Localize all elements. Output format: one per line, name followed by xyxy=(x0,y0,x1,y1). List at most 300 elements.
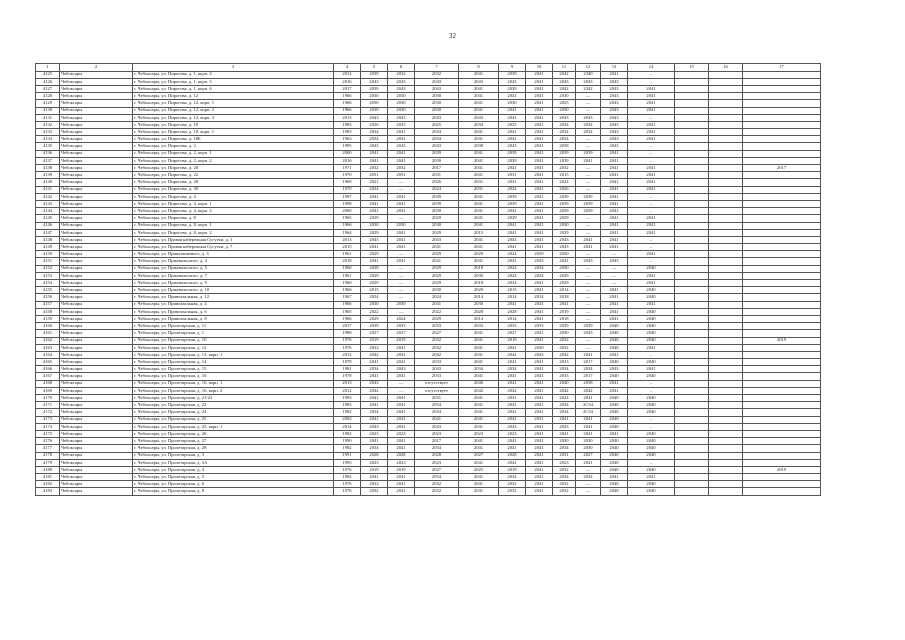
value-cell xyxy=(675,85,709,92)
value-cell xyxy=(675,402,709,409)
value-cell: 2040 xyxy=(628,488,675,495)
value-cell: 1982 xyxy=(334,430,361,437)
value-cell xyxy=(743,323,821,330)
value-cell: 2041 xyxy=(526,229,553,236)
value-cell: — xyxy=(576,272,601,279)
value-cell xyxy=(709,380,743,387)
value-cell: 2041 xyxy=(601,208,628,215)
value-cell: 2024 xyxy=(499,272,526,279)
value-cell: 2041 xyxy=(526,136,553,143)
value-cell: 2019 xyxy=(743,337,821,344)
value-cell: отсутствует xyxy=(415,380,459,387)
row-number-cell: 4164 xyxy=(36,351,60,358)
row-number-cell: 4178 xyxy=(36,452,60,459)
table-row xyxy=(36,100,821,107)
value-cell: 2039 xyxy=(361,71,388,78)
value-cell: 2043 xyxy=(459,114,499,121)
value-cell: — xyxy=(576,136,601,143)
value-cell: 2016 xyxy=(334,157,361,164)
value-cell xyxy=(743,315,821,322)
value-cell: 2041 xyxy=(526,193,553,200)
value-cell: 2041 xyxy=(459,459,499,466)
value-cell xyxy=(709,193,743,200)
value-cell xyxy=(675,265,709,272)
value-cell: 2017 xyxy=(415,438,459,445)
value-cell: 2041 xyxy=(459,344,499,351)
value-cell: 2032 xyxy=(361,488,388,495)
value-cell: 1965 xyxy=(334,308,361,315)
value-cell: 2039 xyxy=(415,150,459,157)
settlement-cell: Чебоксары xyxy=(60,337,133,344)
value-cell: 2024 xyxy=(388,315,415,322)
value-cell: 2024 xyxy=(499,186,526,193)
value-cell: 2041 xyxy=(526,121,553,128)
table-row xyxy=(36,143,821,150)
settlement-cell: Чебоксары xyxy=(60,93,133,100)
value-cell xyxy=(709,93,743,100)
value-cell xyxy=(743,251,821,258)
value-cell: – xyxy=(628,193,675,200)
address-cell: г. Чебоксары, ул. Пирогова, д. 18 xyxy=(133,121,334,128)
value-cell: 2041 xyxy=(526,380,553,387)
value-cell: 2000 xyxy=(334,208,361,215)
value-cell: – xyxy=(628,416,675,423)
value-cell: 2032 xyxy=(553,344,576,351)
value-cell: 2041 xyxy=(553,301,576,308)
table-row xyxy=(36,481,821,488)
value-cell: 2018 xyxy=(334,258,361,265)
value-cell: 1991 xyxy=(334,452,361,459)
value-cell: — xyxy=(388,387,415,394)
value-cell: 2033 xyxy=(499,323,526,330)
value-cell: 2041 xyxy=(459,71,499,78)
address-cell: г. Чебоксары, ул. Пролетарская, д. 10 xyxy=(133,337,334,344)
value-cell: 2040 xyxy=(601,452,628,459)
settlement-cell: Чебоксары xyxy=(60,165,133,172)
value-cell xyxy=(743,236,821,243)
value-cell: 2041 xyxy=(601,294,628,301)
value-cell: 2041 xyxy=(388,351,415,358)
value-cell: 2041 xyxy=(459,409,499,416)
address-cell: г. Чебоксары, ул. Пролетарская, д. 11 xyxy=(133,323,334,330)
value-cell: отсутствует xyxy=(415,387,459,394)
value-cell xyxy=(743,359,821,366)
value-cell: 2041 xyxy=(628,100,675,107)
value-cell xyxy=(743,452,821,459)
value-cell xyxy=(709,466,743,473)
value-cell: 2034 xyxy=(361,366,388,373)
settlement-cell: Чебоксары xyxy=(60,179,133,186)
value-cell: 2024 xyxy=(526,272,553,279)
value-cell: 2018 xyxy=(459,265,499,272)
value-cell: 2041 xyxy=(361,157,388,164)
settlement-cell: Чебоксары xyxy=(60,280,133,287)
value-cell: 1960 xyxy=(334,265,361,272)
value-cell: 1978 xyxy=(334,373,361,380)
value-cell: 2034 xyxy=(576,474,601,481)
value-cell: 2040 xyxy=(628,445,675,452)
value-cell xyxy=(675,438,709,445)
value-cell: 2019 xyxy=(361,466,388,473)
value-cell: 2019 xyxy=(388,466,415,473)
value-cell: 2041 xyxy=(388,129,415,136)
value-cell: 2041 xyxy=(388,402,415,409)
value-cell: 2041 xyxy=(459,445,499,452)
value-cell xyxy=(675,129,709,136)
value-cell: 2041 xyxy=(361,416,388,423)
value-cell xyxy=(743,395,821,402)
value-cell: 2029 xyxy=(361,315,388,322)
value-cell xyxy=(709,351,743,358)
value-cell: 2028 xyxy=(499,452,526,459)
row-number-cell: 4183 xyxy=(36,488,60,495)
value-cell: 2040 xyxy=(601,359,628,366)
table-row xyxy=(36,373,821,380)
value-cell: 2041 xyxy=(628,344,675,351)
value-cell: 2027 xyxy=(388,330,415,337)
value-cell: 2042 xyxy=(553,351,576,358)
table-row xyxy=(36,114,821,121)
settlement-cell: Чебоксары xyxy=(60,114,133,121)
value-cell xyxy=(709,114,743,121)
settlement-cell: Чебоксары xyxy=(60,344,133,351)
value-cell: 2041 xyxy=(526,452,553,459)
value-cell xyxy=(675,114,709,121)
row-number-cell: 4173 xyxy=(36,416,60,423)
value-cell: 2030 xyxy=(361,100,388,107)
value-cell: 2023 xyxy=(388,459,415,466)
value-cell: 2043 xyxy=(361,78,388,85)
value-cell xyxy=(709,430,743,437)
value-cell xyxy=(675,315,709,322)
value-cell: 2041 xyxy=(628,107,675,114)
table-row xyxy=(36,466,821,473)
value-cell: 2015 xyxy=(499,287,526,294)
settlement-cell: Чебоксары xyxy=(60,366,133,373)
value-cell: 2043 xyxy=(601,129,628,136)
value-cell: 2033 xyxy=(415,359,459,366)
value-cell xyxy=(675,157,709,164)
value-cell: 2041 xyxy=(499,229,526,236)
value-cell: 2018 xyxy=(553,294,576,301)
value-cell: 2029 xyxy=(361,272,388,279)
value-cell: 2041 xyxy=(601,150,628,157)
address-cell: г. Чебоксары, ул. Пирогова, д. 2 xyxy=(133,143,334,150)
column-number-cell: 10 xyxy=(526,64,553,72)
value-cell: 2032 xyxy=(361,481,388,488)
settlement-cell: Чебоксары xyxy=(60,452,133,459)
value-cell: 2029 xyxy=(415,265,459,272)
value-cell: 2041 xyxy=(601,430,628,437)
address-cell: г. Чебоксары, ул. Пирогова, д. 22 xyxy=(133,172,334,179)
value-cell: 2040 xyxy=(628,359,675,366)
column-number-cell: 1 xyxy=(36,64,60,72)
value-cell: 2029 xyxy=(415,251,459,258)
address-cell: г. Чебоксары, ул. Привокзальная, д. 12 xyxy=(133,294,334,301)
value-cell: 2041 xyxy=(459,85,499,92)
value-cell: 2041 xyxy=(459,438,499,445)
value-cell xyxy=(743,287,821,294)
value-cell: 2039 xyxy=(576,200,601,207)
address-cell: г. Чебоксары, ул. Пролетарская, д. 22 xyxy=(133,402,334,409)
value-cell: 1970 xyxy=(334,172,361,179)
value-cell: 2029 xyxy=(415,229,459,236)
value-cell xyxy=(743,172,821,179)
value-cell xyxy=(675,387,709,394)
address-cell: г. Чебоксары, ул. Пролетарская, д. 15 xyxy=(133,366,334,373)
value-cell: 2030 xyxy=(553,107,576,114)
value-cell: – xyxy=(628,150,675,157)
value-cell: 2034 xyxy=(576,121,601,128)
settlement-cell: Чебоксары xyxy=(60,107,133,114)
value-cell: 2041 xyxy=(526,280,553,287)
value-cell: 2043 xyxy=(601,85,628,92)
value-cell: 2041 xyxy=(499,165,526,172)
value-cell: 2030 xyxy=(361,301,388,308)
column-number-cell: 15 xyxy=(675,64,709,72)
value-cell xyxy=(743,474,821,481)
value-cell: 2032 xyxy=(415,344,459,351)
value-cell: 2043 xyxy=(388,143,415,150)
table-row xyxy=(36,387,821,394)
value-cell xyxy=(709,287,743,294)
row-number-cell: 4169 xyxy=(36,387,60,394)
value-cell: 2043 xyxy=(601,121,628,128)
value-cell: 2032 xyxy=(553,337,576,344)
row-number-cell: 4167 xyxy=(36,373,60,380)
value-cell: 2012 xyxy=(334,387,361,394)
value-cell: 2033 xyxy=(553,373,576,380)
value-cell: 2019 xyxy=(553,308,576,315)
value-cell: – xyxy=(628,143,675,150)
value-cell: 2016 xyxy=(334,78,361,85)
value-cell xyxy=(743,280,821,287)
value-cell xyxy=(675,466,709,473)
value-cell xyxy=(675,172,709,179)
value-cell: 2012 xyxy=(334,71,361,78)
settlement-cell: Чебоксары xyxy=(60,423,133,430)
value-cell xyxy=(743,272,821,279)
value-cell: — xyxy=(576,337,601,344)
value-cell: 2039 xyxy=(553,150,576,157)
value-cell: 2040 xyxy=(628,315,675,322)
value-cell: 2041 xyxy=(459,395,499,402)
value-cell: 2043 xyxy=(499,78,526,85)
page-number: 32 xyxy=(449,32,456,40)
table-row xyxy=(36,265,821,272)
value-cell: 2024 xyxy=(553,179,576,186)
value-cell: 2043 xyxy=(553,236,576,243)
address-cell: г. Чебоксары, ул. Пролетарская, д. 16 xyxy=(133,373,334,380)
table-row xyxy=(36,208,821,215)
table-row xyxy=(36,179,821,186)
value-cell: — xyxy=(576,301,601,308)
value-cell: 1964 xyxy=(334,229,361,236)
value-cell: 2033 xyxy=(388,323,415,330)
value-cell xyxy=(675,208,709,215)
table-row xyxy=(36,452,821,459)
value-cell: 1982 xyxy=(334,474,361,481)
address-cell: г. Чебоксары, ул. Пролетарская, д. 16, корп. 2 xyxy=(133,387,334,394)
value-cell: 2041 xyxy=(526,150,553,157)
value-cell: — xyxy=(576,308,601,315)
value-cell: 2041 xyxy=(526,337,553,344)
table-row xyxy=(36,136,821,143)
address-cell: г. Чебоксары, ул. Пирогова, д. 12 xyxy=(133,93,334,100)
address-cell: г. Чебоксары, ул. Пролетарская, д. 28 xyxy=(133,445,334,452)
value-cell: 2034 xyxy=(415,136,459,143)
value-cell: 2024 xyxy=(361,294,388,301)
value-cell: 2041 xyxy=(361,402,388,409)
value-cell: 2023 xyxy=(553,459,576,466)
value-cell: 1966 xyxy=(334,287,361,294)
value-cell: 2041 xyxy=(576,416,601,423)
value-cell: 2040 xyxy=(601,323,628,330)
settlement-cell: Чебоксары xyxy=(60,301,133,308)
value-cell xyxy=(675,459,709,466)
table-row xyxy=(36,287,821,294)
value-cell: 2029 xyxy=(361,215,388,222)
row-number-cell: 4143 xyxy=(36,200,60,207)
value-cell: 2024 xyxy=(499,265,526,272)
value-cell xyxy=(743,445,821,452)
value-cell: 2041 xyxy=(576,430,601,437)
row-number-cell: 4168 xyxy=(36,380,60,387)
settlement-cell: Чебоксары xyxy=(60,287,133,294)
value-cell xyxy=(743,308,821,315)
value-cell: 2023 xyxy=(415,430,459,437)
value-cell: 2041 xyxy=(526,287,553,294)
value-cell: 1976 xyxy=(334,481,361,488)
column-number-cell: 6 xyxy=(388,64,415,72)
value-cell: 2018 xyxy=(459,280,499,287)
value-cell: 2041 xyxy=(459,373,499,380)
value-cell xyxy=(709,222,743,229)
value-cell: 2040 xyxy=(601,445,628,452)
value-cell: 2025 xyxy=(388,121,415,128)
value-cell: 1993 xyxy=(334,395,361,402)
row-number-cell: 4161 xyxy=(36,330,60,337)
value-cell: 2026 xyxy=(361,121,388,128)
value-cell: 2028 xyxy=(388,452,415,459)
value-cell xyxy=(743,157,821,164)
value-cell xyxy=(675,136,709,143)
value-cell xyxy=(675,416,709,423)
table-row xyxy=(36,423,821,430)
value-cell: 2041 xyxy=(499,409,526,416)
value-cell xyxy=(709,488,743,495)
value-cell: 2039 xyxy=(576,323,601,330)
address-cell: г. Чебоксары, ул. Привокзальная, д. 6 xyxy=(133,308,334,315)
value-cell: 2041 xyxy=(459,351,499,358)
value-cell: — xyxy=(388,179,415,186)
value-cell: 2029 xyxy=(459,251,499,258)
value-cell xyxy=(743,351,821,358)
value-cell xyxy=(675,323,709,330)
value-cell: 2040 xyxy=(601,330,628,337)
value-cell xyxy=(675,430,709,437)
row-number-cell: 4141 xyxy=(36,186,60,193)
value-cell: 2030 xyxy=(576,438,601,445)
value-cell: 2041 xyxy=(601,179,628,186)
value-cell: 2041 xyxy=(526,330,553,337)
value-cell: 1997 xyxy=(334,193,361,200)
value-cell xyxy=(709,445,743,452)
value-cell: 2040 xyxy=(628,452,675,459)
settlement-cell: Чебоксары xyxy=(60,402,133,409)
value-cell: 2041 xyxy=(388,193,415,200)
value-cell: 2041 xyxy=(601,301,628,308)
value-cell: 1966 xyxy=(334,222,361,229)
value-cell: 2029 xyxy=(553,280,576,287)
value-cell: 2043 xyxy=(601,114,628,121)
value-cell: 2041 xyxy=(388,236,415,243)
value-cell xyxy=(709,100,743,107)
value-cell xyxy=(675,165,709,172)
value-cell: 2038 xyxy=(459,143,499,150)
value-cell: 2041 xyxy=(499,129,526,136)
settlement-cell: Чебоксары xyxy=(60,200,133,207)
value-cell xyxy=(743,200,821,207)
value-cell xyxy=(709,215,743,222)
housing-register-table xyxy=(35,63,821,496)
value-cell: 2041 xyxy=(628,85,675,92)
value-cell: 2039 xyxy=(499,157,526,164)
value-cell: — xyxy=(576,172,601,179)
value-cell: 2024 xyxy=(415,294,459,301)
value-cell: 2043 xyxy=(601,258,628,265)
value-cell: 2017 xyxy=(576,359,601,366)
value-cell xyxy=(709,337,743,344)
value-cell: – xyxy=(628,244,675,251)
value-cell: 2017 xyxy=(334,85,361,92)
value-cell: — xyxy=(576,186,601,193)
value-cell: 2041 xyxy=(415,258,459,265)
value-cell: 2043 xyxy=(415,236,459,243)
value-cell: 2039 xyxy=(499,200,526,207)
value-cell xyxy=(675,359,709,366)
value-cell: 2041 xyxy=(526,301,553,308)
table-row xyxy=(36,165,821,172)
table-row xyxy=(36,193,821,200)
value-cell xyxy=(709,387,743,394)
column-number-cell: 5 xyxy=(361,64,388,72)
settlement-cell: Чебоксары xyxy=(60,136,133,143)
address-cell: г. Чебоксары, ул. Пролетарская, д. 25 xyxy=(133,416,334,423)
value-cell: 2019 xyxy=(361,337,388,344)
table-row xyxy=(36,85,821,92)
value-cell: 2041 xyxy=(553,430,576,437)
value-cell: 2030 xyxy=(388,100,415,107)
value-cell: 1983 xyxy=(334,121,361,128)
settlement-cell: Чебоксары xyxy=(60,172,133,179)
value-cell: 2041 xyxy=(499,136,526,143)
table-row xyxy=(36,244,821,251)
value-cell xyxy=(675,215,709,222)
value-cell xyxy=(675,222,709,229)
column-number-cell: 4 xyxy=(334,64,361,72)
value-cell: 2040 xyxy=(601,402,628,409)
address-cell: г. Чебоксары, ул. Привокзальная, д. 8 xyxy=(133,315,334,322)
settlement-cell: Чебоксары xyxy=(60,251,133,258)
value-cell: 2041 xyxy=(628,215,675,222)
value-cell: 2034 xyxy=(553,402,576,409)
value-cell: — xyxy=(601,265,628,272)
value-cell: 2014 xyxy=(334,423,361,430)
value-cell: 2030 xyxy=(415,107,459,114)
row-number-cell: 4154 xyxy=(36,280,60,287)
value-cell: 2041 xyxy=(526,402,553,409)
